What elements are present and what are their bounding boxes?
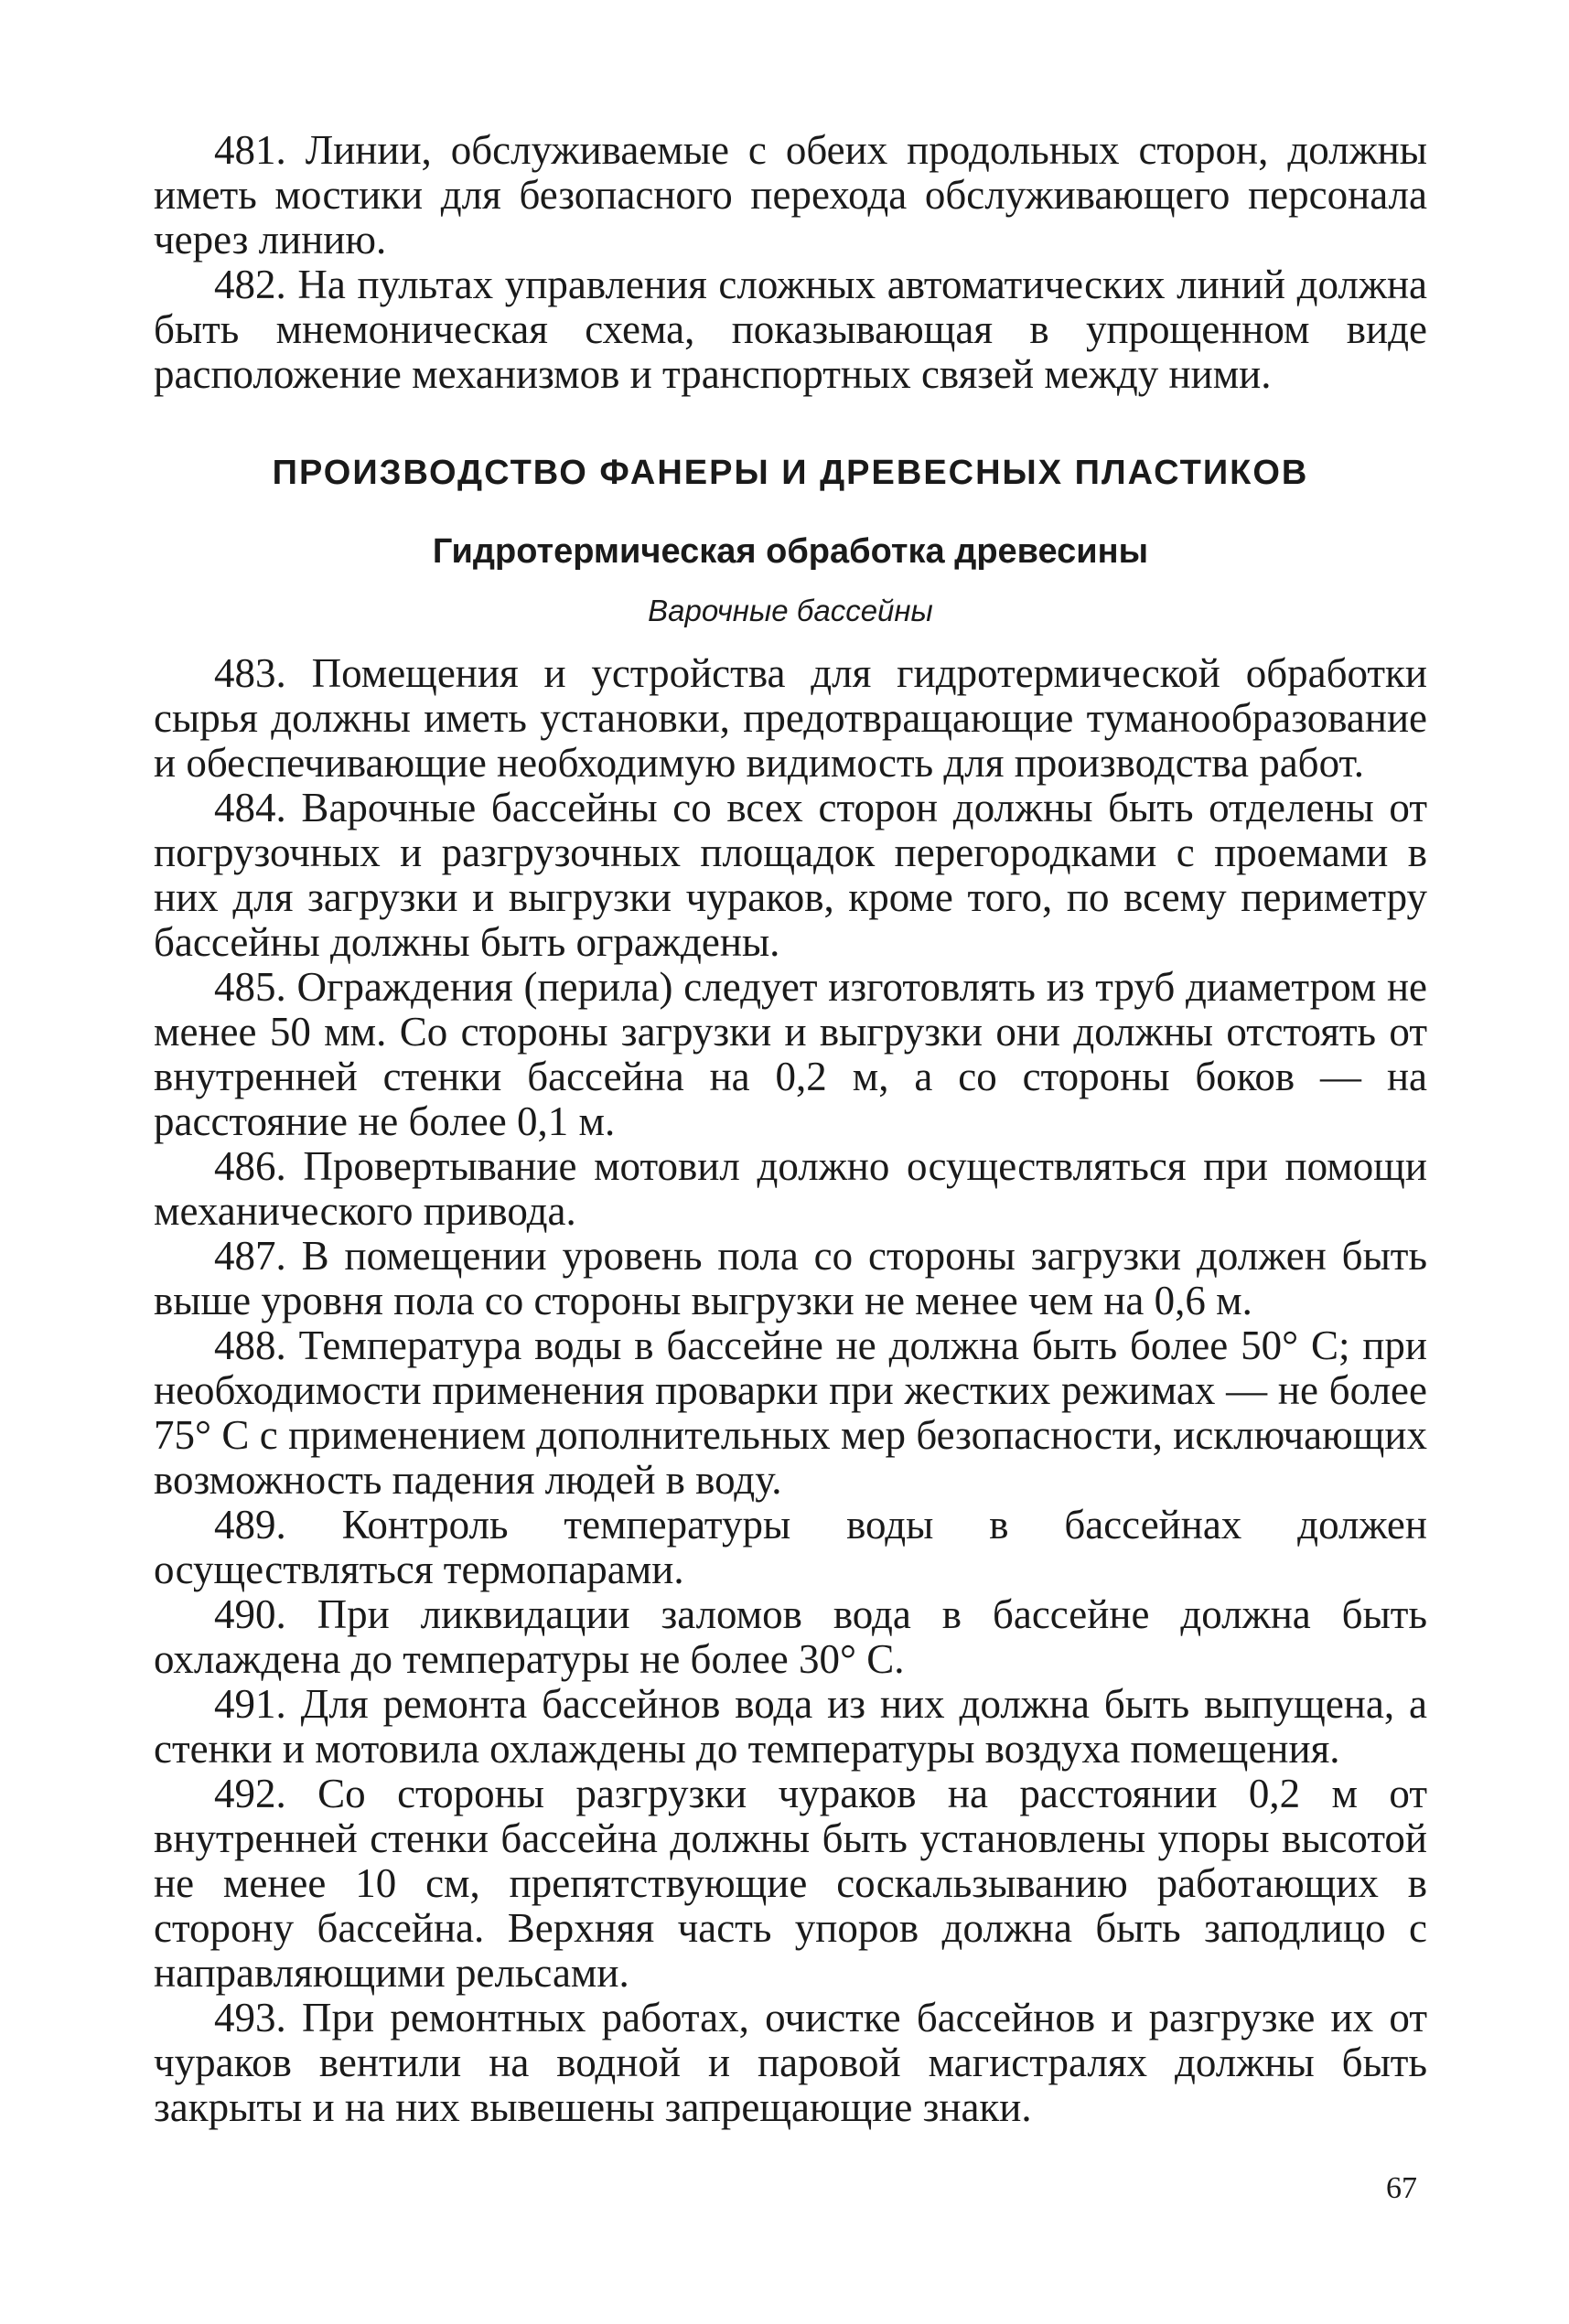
paragraph-493: 493. При ремонтных работах, очистке бассейнов и разгрузке их от чураков вентили на водной и паровой магистралях должны быть закрыты и на них вывешены запрещающие знаки. — [154, 1995, 1427, 2130]
paragraph-483: 483. Помещения и устройства для гидротермической обработки сырья должны иметь установки, предотвращающие туманообразование и обеспечивающие необходимую видимость для производства работ. — [154, 650, 1427, 786]
page-number: 67 — [1386, 2171, 1417, 2205]
paragraph-487: 487. В помещении уровень пола со стороны загрузки должен быть выше уровня пола со стороны выгрузки не менее чем на 0,6 м. — [154, 1233, 1427, 1323]
paragraph-481: 481. Линии, обслуживаемые с обеих продольных сторон, должны иметь мостики для безопасного перехода обслуживающего персонала через линию. — [154, 127, 1427, 262]
paragraph-490: 490. При ликвидации заломов вода в бассейне должна быть охлаждена до температуры не более 30° С. — [154, 1591, 1427, 1682]
paragraph-485: 485. Ограждения (перила) следует изготовлять из труб диаметром не менее 50 мм. Со стороны загрузки и выгрузки они должны отстоять от внутренней стенки бассейна на 0,2 м, а со стороны боков — на расстояние не более 0,1 м. — [154, 964, 1427, 1144]
paragraph-492: 492. Со стороны разгрузки чураков на расстоянии 0,2 м от внутренней стенки бассейна должны быть установлены упоры высотой не менее 10 см, препятствующие соскальзыванию работающих в сторону бассейна. Верхняя часть упоров должна быть заподлицо с направляющими рельсами. — [154, 1771, 1427, 1996]
paragraph-482: 482. На пультах управления сложных автоматических линий должна быть мнемоническая схема, показывающая в упрощенном виде расположение механизмов и транспортных связей между ними. — [154, 262, 1427, 397]
section-title: ПРОИЗВОДСТВО ФАНЕРЫ И ДРЕВЕСНЫХ ПЛАСТИКОВ — [272, 454, 1309, 492]
paragraph-489: 489. Контроль температуры воды в бассейнах должен осуществляться термопарами. — [154, 1502, 1427, 1592]
paragraph-491: 491. Для ремонта бассейнов вода из них должна быть выпущена, а стенки и мотовила охлаждены до температуры воздуха помещения. — [154, 1681, 1427, 1772]
paragraph-486: 486. Провертывание мотовил должно осуществляться при помощи механического привода. — [154, 1143, 1427, 1234]
subsubsection-title: Варочные бассейны — [648, 594, 933, 627]
subsection-title: Гидротермическая обработка древесины — [432, 532, 1149, 571]
paragraph-488: 488. Температура воды в бассейне не должна быть более 50° С; при необходимости применения проварки при жестких режимах — не более 75° С с применением дополнительных мер безопасности, исключающих возможность падения людей в воду. — [154, 1323, 1427, 1503]
document-page — [154, 128, 1427, 2130]
paragraph-484: 484. Варочные бассейны со всех сторон должны быть отделены от погрузочных и разгрузочных площадок перегородками с проемами в них для загрузки и выгрузки чураков, кроме того, по всему периметру бассейны должны быть ограждены. — [154, 785, 1427, 965]
